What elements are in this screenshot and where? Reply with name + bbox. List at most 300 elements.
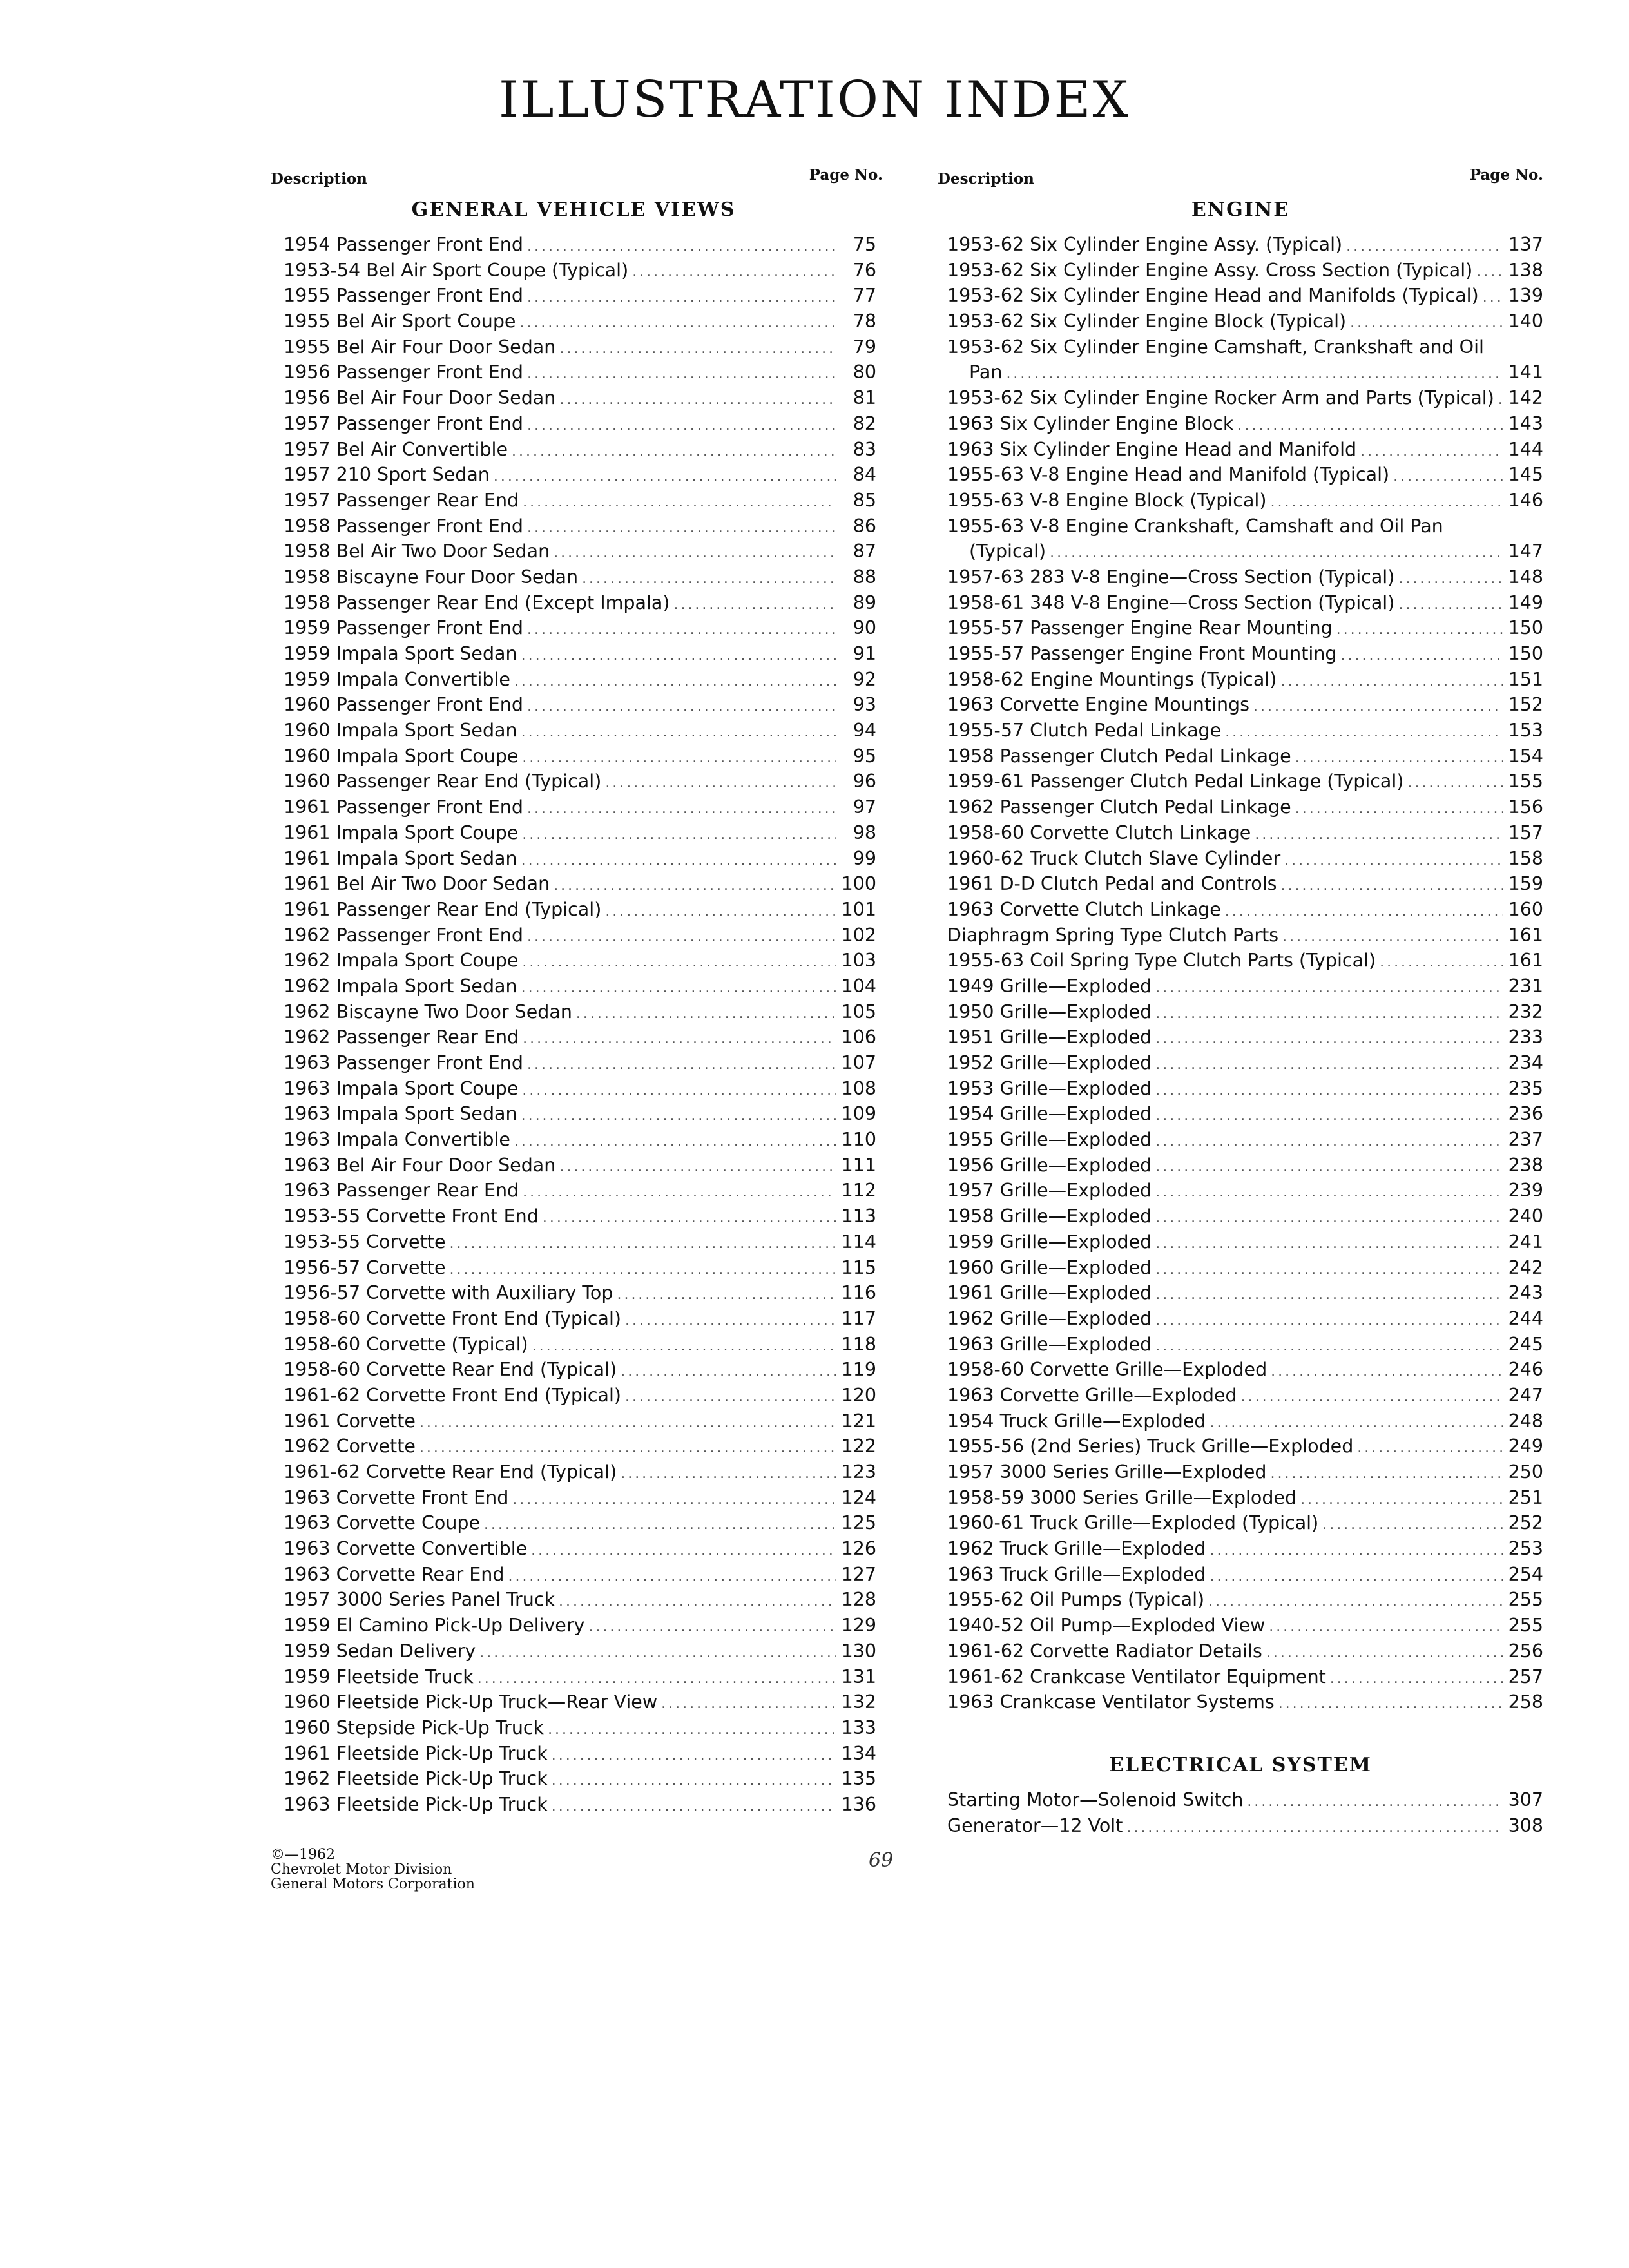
- entry-description: 1956 Grille—Exploded: [947, 1154, 1152, 1176]
- dot-leader: [1155, 975, 1503, 999]
- index-entry: [947, 283, 1543, 309]
- index-entry: [284, 1076, 876, 1102]
- index-entry: [284, 1664, 876, 1690]
- entry-page-number: 104: [841, 975, 876, 997]
- entry-page-number: 117: [841, 1307, 876, 1329]
- entry-description: 1962 Biscayne Two Door Sedan: [284, 1001, 572, 1023]
- dot-leader: [527, 515, 836, 539]
- dot-leader: [1155, 1231, 1503, 1255]
- entry-page-number: 131: [841, 1666, 876, 1687]
- dot-leader: [1006, 361, 1503, 385]
- entry-page-number: 105: [841, 1001, 876, 1023]
- entry-page-number: 235: [1508, 1077, 1543, 1099]
- index-entry: [947, 871, 1543, 897]
- entry-page-number: 253: [1508, 1538, 1543, 1560]
- index-entry: [947, 1434, 1543, 1459]
- dot-leader: [621, 1359, 836, 1383]
- entry-description: 1958 Passenger Clutch Pedal Linkage: [947, 745, 1291, 767]
- entry-page-number: 124: [841, 1486, 876, 1508]
- index-entry: [284, 309, 876, 334]
- entry-description: 1959 El Camino Pick-Up Delivery: [284, 1615, 585, 1637]
- entry-description: 1962 Passenger Clutch Pedal Linkage: [947, 796, 1291, 818]
- index-entry: [284, 1024, 876, 1050]
- dot-leader: [559, 1589, 836, 1613]
- index-entry: [284, 769, 876, 794]
- entry-page-number: 108: [841, 1077, 876, 1099]
- dot-leader: [522, 950, 836, 974]
- entry-description: 1953-62 Six Cylinder Engine Head and Manifolds (Typical): [947, 285, 1479, 307]
- entry-page-number: 123: [841, 1461, 876, 1483]
- entry-page-number: 308: [1508, 1814, 1543, 1836]
- dot-leader: [576, 1001, 836, 1025]
- entry-description: 1962 Truck Grille—Exploded: [947, 1538, 1206, 1560]
- index-entry: [284, 360, 876, 385]
- entry-page-number: 130: [841, 1640, 876, 1662]
- index-entry: [947, 1689, 1543, 1715]
- entry-description: 1960 Grille—Exploded: [947, 1256, 1152, 1278]
- entry-description: 1963 Corvette Rear End: [284, 1563, 505, 1585]
- entry-description: 1955-57 Passenger Engine Front Mounting: [947, 643, 1337, 664]
- dot-leader: [1295, 745, 1503, 769]
- dot-leader: [531, 1538, 836, 1562]
- entry-page-number: 99: [853, 847, 876, 869]
- entry-description: 1955-57 Clutch Pedal Linkage: [947, 720, 1222, 742]
- entry-page-number: 98: [853, 822, 876, 843]
- entry-description: 1953-62 Six Cylinder Engine Block (Typical): [947, 311, 1347, 332]
- entry-description: 1960 Passenger Front End: [284, 694, 523, 716]
- entry-description: 1949 Grille—Exploded: [947, 975, 1152, 997]
- index-entry: [947, 641, 1543, 667]
- dot-leader: [521, 1103, 836, 1127]
- dot-leader: [552, 1794, 836, 1818]
- index-entry-wrapped-line: 1953-62 Six Cylinder Engine Camshaft, Crankshaft and Oil: [947, 336, 1484, 358]
- index-entry: [284, 794, 876, 820]
- entry-page-number: 239: [1508, 1180, 1543, 1202]
- entry-page-number: 150: [1508, 617, 1543, 639]
- dot-leader: [1280, 669, 1503, 693]
- dot-leader: [1155, 1155, 1503, 1178]
- dot-leader: [494, 464, 836, 488]
- entry-page-number: 236: [1508, 1103, 1543, 1125]
- entry-page-number: 231: [1508, 975, 1543, 997]
- index-entry: [947, 1306, 1543, 1332]
- entry-description: 1959 Passenger Front End: [284, 617, 523, 639]
- dot-leader: [527, 694, 836, 718]
- copyright-corporation: General Motors Corporation: [271, 1876, 475, 1892]
- entry-page-number: 155: [1508, 771, 1543, 793]
- index-entry: [947, 846, 1543, 872]
- index-entry: [947, 744, 1543, 769]
- index-entry: [947, 1664, 1543, 1690]
- entry-description: 1954 Grille—Exploded: [947, 1103, 1152, 1125]
- entry-page-number: 252: [1508, 1512, 1543, 1534]
- dot-leader: [1278, 1691, 1503, 1715]
- dot-leader: [1210, 1564, 1503, 1588]
- entry-page-number: 241: [1508, 1231, 1543, 1253]
- entry-description: 1962 Corvette: [284, 1436, 416, 1457]
- entry-description: 1953-54 Bel Air Sport Coupe (Typical): [284, 259, 629, 281]
- entry-page-number: 112: [841, 1180, 876, 1202]
- entry-description: 1963 Crankcase Ventilator Systems: [947, 1691, 1275, 1713]
- index-entry: [947, 897, 1543, 923]
- copyright-year: ©—1962: [271, 1847, 335, 1863]
- index-entry: [947, 1485, 1543, 1511]
- index-entry: [947, 1613, 1543, 1639]
- dot-leader: [522, 822, 836, 846]
- entry-page-number: 132: [841, 1691, 876, 1713]
- entry-page-number: 137: [1508, 234, 1543, 255]
- entry-page-number: 109: [841, 1103, 876, 1125]
- index-entry: [284, 1101, 876, 1127]
- index-entry: [284, 692, 876, 718]
- dot-leader: [532, 1334, 836, 1358]
- entry-page-number: 242: [1508, 1256, 1543, 1278]
- dot-leader: [1398, 566, 1503, 590]
- dot-leader: [512, 439, 836, 463]
- dot-leader: [1498, 387, 1503, 411]
- index-entry: [284, 1255, 876, 1281]
- dot-leader: [1271, 1359, 1503, 1383]
- entry-description: 1957 Passenger Rear End: [284, 489, 519, 511]
- entry-page-number: 75: [853, 234, 876, 255]
- index-entry: [947, 615, 1543, 641]
- index-entry: [284, 744, 876, 769]
- entry-description: 1959 Fleetside Truck: [284, 1666, 474, 1687]
- entry-description: 1963 Passenger Rear End: [284, 1180, 519, 1202]
- index-entry: [947, 1024, 1543, 1050]
- entry-description: 1955-63 V-8 Engine Block (Typical): [947, 489, 1267, 511]
- entry-description: 1962 Passenger Front End: [284, 924, 523, 946]
- dot-leader: [484, 1512, 836, 1536]
- entry-description: 1961-62 Corvette Rear End (Typical): [284, 1461, 617, 1483]
- dot-leader: [1155, 1026, 1503, 1050]
- index-entry: [284, 1383, 876, 1408]
- dot-leader: [1271, 1461, 1503, 1485]
- entry-page-number: 127: [841, 1563, 876, 1585]
- dot-leader: [1050, 541, 1503, 564]
- dot-leader: [1210, 1410, 1503, 1434]
- section-title-general-vehicle-views: GENERAL VEHICLE VIEWS: [411, 198, 736, 221]
- dot-leader: [1266, 1640, 1503, 1664]
- index-entry: [947, 1813, 1543, 1839]
- entry-page-number: 76: [853, 259, 876, 281]
- index-entry: [947, 258, 1543, 284]
- entry-page-number: 136: [841, 1793, 876, 1815]
- entry-description: 1961-62 Corvette Radiator Details: [947, 1640, 1262, 1662]
- index-entry: [284, 1587, 876, 1613]
- dot-leader: [527, 925, 836, 948]
- index-entry: [284, 1741, 876, 1767]
- index-entry: [947, 999, 1543, 1025]
- entry-page-number: 258: [1508, 1691, 1543, 1713]
- entry-description: 1955-56 (2nd Series) Truck Grille—Exploded: [947, 1436, 1354, 1457]
- dot-leader: [419, 1410, 836, 1434]
- entry-page-number: 255: [1508, 1615, 1543, 1637]
- index-entry: [947, 539, 1543, 564]
- dot-leader: [1155, 1180, 1503, 1204]
- entry-description: 1959 Sedan Delivery: [284, 1640, 476, 1662]
- entry-description: 1952 Grille—Exploded: [947, 1052, 1152, 1073]
- dot-leader: [1155, 1308, 1503, 1332]
- entry-description: 1953-62 Six Cylinder Engine Rocker Arm and Parts (Typical): [947, 387, 1494, 409]
- dot-leader: [1300, 1487, 1503, 1511]
- entry-page-number: 83: [853, 438, 876, 460]
- dot-leader: [582, 566, 836, 590]
- dot-leader: [588, 1615, 836, 1639]
- entry-page-number: 82: [853, 412, 876, 434]
- dot-leader: [605, 771, 836, 794]
- dot-leader: [1241, 1385, 1503, 1408]
- dot-leader: [1270, 490, 1503, 514]
- index-entry: [947, 1101, 1543, 1127]
- dot-leader: [527, 234, 836, 258]
- entry-page-number: 97: [853, 796, 876, 818]
- entry-page-number: 156: [1508, 796, 1543, 818]
- entry-page-number: 80: [853, 361, 876, 383]
- index-entry: [947, 1127, 1543, 1153]
- dot-leader: [1269, 1615, 1503, 1639]
- index-entry: [947, 1536, 1543, 1562]
- entry-description: 1963 Truck Grille—Exploded: [947, 1563, 1206, 1585]
- dot-leader: [1155, 1334, 1503, 1358]
- entry-page-number: 144: [1508, 438, 1543, 460]
- entry-description: 1953-55 Corvette Front End: [284, 1206, 539, 1227]
- dot-leader: [1407, 771, 1503, 794]
- index-entry: [947, 590, 1543, 616]
- entry-page-number: 138: [1508, 259, 1543, 281]
- entry-page-number: 243: [1508, 1282, 1543, 1304]
- dot-leader: [552, 1768, 836, 1792]
- index-entry: [284, 283, 876, 309]
- dot-leader: [1360, 439, 1503, 463]
- entry-page-number: 86: [853, 515, 876, 537]
- index-entry: [947, 1153, 1543, 1178]
- entry-description: 1960-61 Truck Grille—Exploded (Typical): [947, 1512, 1319, 1534]
- dot-leader: [661, 1691, 836, 1715]
- entry-description: 1953 Grille—Exploded: [947, 1077, 1152, 1099]
- engine-list: [938, 232, 1543, 1715]
- index-entry: [947, 1255, 1543, 1281]
- entry-description: 1960 Stepside Pick-Up Truck: [284, 1716, 545, 1738]
- dot-leader: [1155, 1282, 1503, 1306]
- entry-description: 1963 Corvette Clutch Linkage: [947, 898, 1221, 920]
- entry-description: 1958 Bel Air Two Door Sedan: [284, 541, 550, 562]
- index-entry: [947, 1280, 1543, 1306]
- entry-description: 1955 Bel Air Four Door Sedan: [284, 336, 556, 358]
- index-entry: [947, 820, 1543, 846]
- entry-page-number: 78: [853, 311, 876, 332]
- entry-description: 1953-62 Six Cylinder Engine Assy. (Typical): [947, 234, 1343, 255]
- index-entry: [284, 1715, 876, 1741]
- copyright-footer: [271, 1847, 593, 1892]
- entry-description: 1959-61 Passenger Clutch Pedal Linkage (Typical): [947, 771, 1404, 793]
- entry-page-number: 134: [841, 1742, 876, 1764]
- entry-page-number: 126: [841, 1538, 876, 1560]
- entry-description: 1963 Corvette Convertible: [284, 1538, 528, 1560]
- dot-leader: [1346, 234, 1503, 258]
- entry-page-number: 100: [841, 873, 876, 895]
- entry-description: 1963 Passenger Front End: [284, 1052, 523, 1073]
- entry-page-number: 103: [841, 950, 876, 972]
- index-entry: [284, 1204, 876, 1229]
- index-entry: [284, 667, 876, 693]
- entry-page-number: 114: [841, 1231, 876, 1253]
- entry-page-number: 151: [1508, 668, 1543, 690]
- dot-leader: [1155, 1257, 1503, 1281]
- entry-description: 1963 Six Cylinder Engine Block: [947, 412, 1234, 434]
- entry-description: 1959 Grille—Exploded: [947, 1231, 1152, 1253]
- dot-leader: [514, 669, 836, 693]
- entry-page-number: 254: [1508, 1563, 1543, 1585]
- index-entry: [947, 948, 1543, 974]
- entry-description: 1956-57 Corvette: [284, 1256, 446, 1278]
- index-entry: [284, 1178, 876, 1204]
- index-entry: [284, 871, 876, 897]
- dot-leader: [521, 848, 836, 872]
- entry-page-number: 146: [1508, 489, 1543, 511]
- entry-description: 1963 Corvette Grille—Exploded: [947, 1384, 1237, 1406]
- index-entry: [284, 488, 876, 514]
- index-entry: [284, 1562, 876, 1588]
- entry-description: 1963 Corvette Front End: [284, 1486, 509, 1508]
- index-entry: [284, 334, 876, 360]
- entry-description: 1963 Corvette Coupe: [284, 1512, 481, 1534]
- entry-description: 1959 Impala Sport Sedan: [284, 643, 517, 664]
- entry-page-number: 257: [1508, 1666, 1543, 1687]
- section-spacer: [938, 1715, 1543, 1749]
- entry-page-number: 85: [853, 489, 876, 511]
- index-entry: [947, 1229, 1543, 1255]
- dot-leader: [514, 1129, 836, 1153]
- index-entry: [284, 1639, 876, 1664]
- dot-leader: [527, 361, 836, 385]
- entry-description: 1958-62 Engine Mountings (Typical): [947, 668, 1277, 690]
- index-entry: [947, 1459, 1543, 1485]
- entry-page-number: 90: [853, 617, 876, 639]
- entry-description: 1963 Bel Air Four Door Sedan: [284, 1154, 556, 1176]
- entry-page-number: 157: [1508, 822, 1543, 843]
- entry-description: 1957 Bel Air Convertible: [284, 438, 508, 460]
- dot-leader: [625, 1308, 836, 1332]
- dot-leader: [617, 1282, 836, 1306]
- entry-description: 1963 Grille—Exploded: [947, 1333, 1152, 1355]
- right-column-header: [938, 161, 1543, 193]
- entry-description: 1957 3000 Series Grille—Exploded: [947, 1461, 1267, 1483]
- entry-description: 1957-63 283 V-8 Engine—Cross Section (Typical): [947, 566, 1395, 588]
- index-entry: [284, 1280, 876, 1306]
- dot-leader: [621, 1461, 836, 1485]
- entry-description: 1954 Passenger Front End: [284, 234, 523, 255]
- entry-description: 1955-63 V-8 Engine Head and Manifold (Typical): [947, 464, 1390, 486]
- dot-leader: [449, 1257, 836, 1281]
- index-entry: [284, 1408, 876, 1434]
- entry-description: 1950 Grille—Exploded: [947, 1001, 1152, 1023]
- dot-leader: [1350, 311, 1503, 334]
- entry-page-number: 159: [1508, 873, 1543, 895]
- dot-leader: [673, 592, 836, 616]
- section-title-electrical-system: ELECTRICAL SYSTEM: [1109, 1753, 1372, 1776]
- entry-page-number: 161: [1508, 924, 1543, 946]
- dot-leader: [1225, 899, 1503, 923]
- dot-leader: [559, 387, 836, 411]
- entry-description: 1960 Passenger Rear End (Typical): [284, 771, 602, 793]
- entry-page-number: 233: [1508, 1026, 1543, 1048]
- index-entry: [284, 974, 876, 999]
- entry-page-number: 91: [853, 643, 876, 664]
- index-entry: [284, 564, 876, 590]
- index-entry: [947, 1587, 1543, 1613]
- description-header: Description: [938, 170, 1034, 187]
- entry-page-number: 307: [1508, 1789, 1543, 1811]
- entry-page-number: 141: [1508, 361, 1543, 383]
- entry-description: 1961-62 Corvette Front End (Typical): [284, 1384, 622, 1406]
- index-entry: [947, 794, 1543, 820]
- entry-page-number: 120: [841, 1384, 876, 1406]
- index-entry: [947, 1178, 1543, 1204]
- entry-description: 1961 Passenger Front End: [284, 796, 523, 818]
- index-entry-wrapped-line: 1955-63 V-8 Engine Crankshaft, Camshaft and Oil Pan: [947, 515, 1443, 537]
- entry-description: 1961 Bel Air Two Door Sedan: [284, 873, 550, 895]
- entry-page-number: 121: [841, 1410, 876, 1432]
- entry-page-number: 107: [841, 1052, 876, 1073]
- index-entry: [284, 232, 876, 258]
- dot-leader: [1280, 873, 1503, 897]
- entry-page-number: 95: [853, 745, 876, 767]
- entry-description: 1955 Passenger Front End: [284, 285, 523, 307]
- entry-description: 1958-60 Corvette Grille—Exploded: [947, 1359, 1268, 1381]
- entry-page-number: 153: [1508, 720, 1543, 742]
- entry-page-number: 106: [841, 1026, 876, 1048]
- entry-description: 1963 Six Cylinder Engine Head and Manifold: [947, 438, 1357, 460]
- entry-description: 1961 Corvette: [284, 1410, 416, 1432]
- entry-page-number: 143: [1508, 412, 1543, 434]
- index-entry: [947, 1204, 1543, 1229]
- entry-page-number: 101: [841, 898, 876, 920]
- index-entry: [284, 1153, 876, 1178]
- dot-leader: [1330, 1666, 1503, 1690]
- dot-leader: [1255, 822, 1503, 846]
- dot-leader: [1476, 260, 1503, 284]
- dot-leader: [554, 873, 836, 897]
- index-entry: [947, 385, 1543, 411]
- entry-page-number: 77: [853, 285, 876, 307]
- entry-page-number: 81: [853, 387, 876, 409]
- dot-leader: [522, 1078, 836, 1102]
- index-entry: [947, 769, 1543, 794]
- entry-page-number: 84: [853, 464, 876, 486]
- entry-page-number: 140: [1508, 311, 1543, 332]
- entry-page-number: 129: [841, 1615, 876, 1637]
- index-entry: [284, 385, 876, 411]
- dot-leader: [477, 1666, 836, 1690]
- entry-page-number: 89: [853, 591, 876, 613]
- dot-leader: [527, 413, 836, 437]
- dot-leader: [519, 311, 836, 334]
- dot-leader: [523, 1180, 836, 1204]
- page-number-header: Page No.: [1469, 166, 1543, 184]
- electrical-system-list: [938, 1787, 1543, 1838]
- dot-leader: [522, 745, 836, 769]
- entry-page-number: 79: [853, 336, 876, 358]
- entry-description: 1940-52 Oil Pump—Exploded View: [947, 1615, 1266, 1637]
- index-entry: [284, 1306, 876, 1332]
- dot-leader: [1295, 796, 1503, 820]
- entry-description: 1951 Grille—Exploded: [947, 1026, 1152, 1048]
- entry-page-number: 125: [841, 1512, 876, 1534]
- index-entry: [947, 360, 1543, 385]
- index-entry: [284, 846, 876, 872]
- entry-description: 1961 Passenger Rear End (Typical): [284, 898, 602, 920]
